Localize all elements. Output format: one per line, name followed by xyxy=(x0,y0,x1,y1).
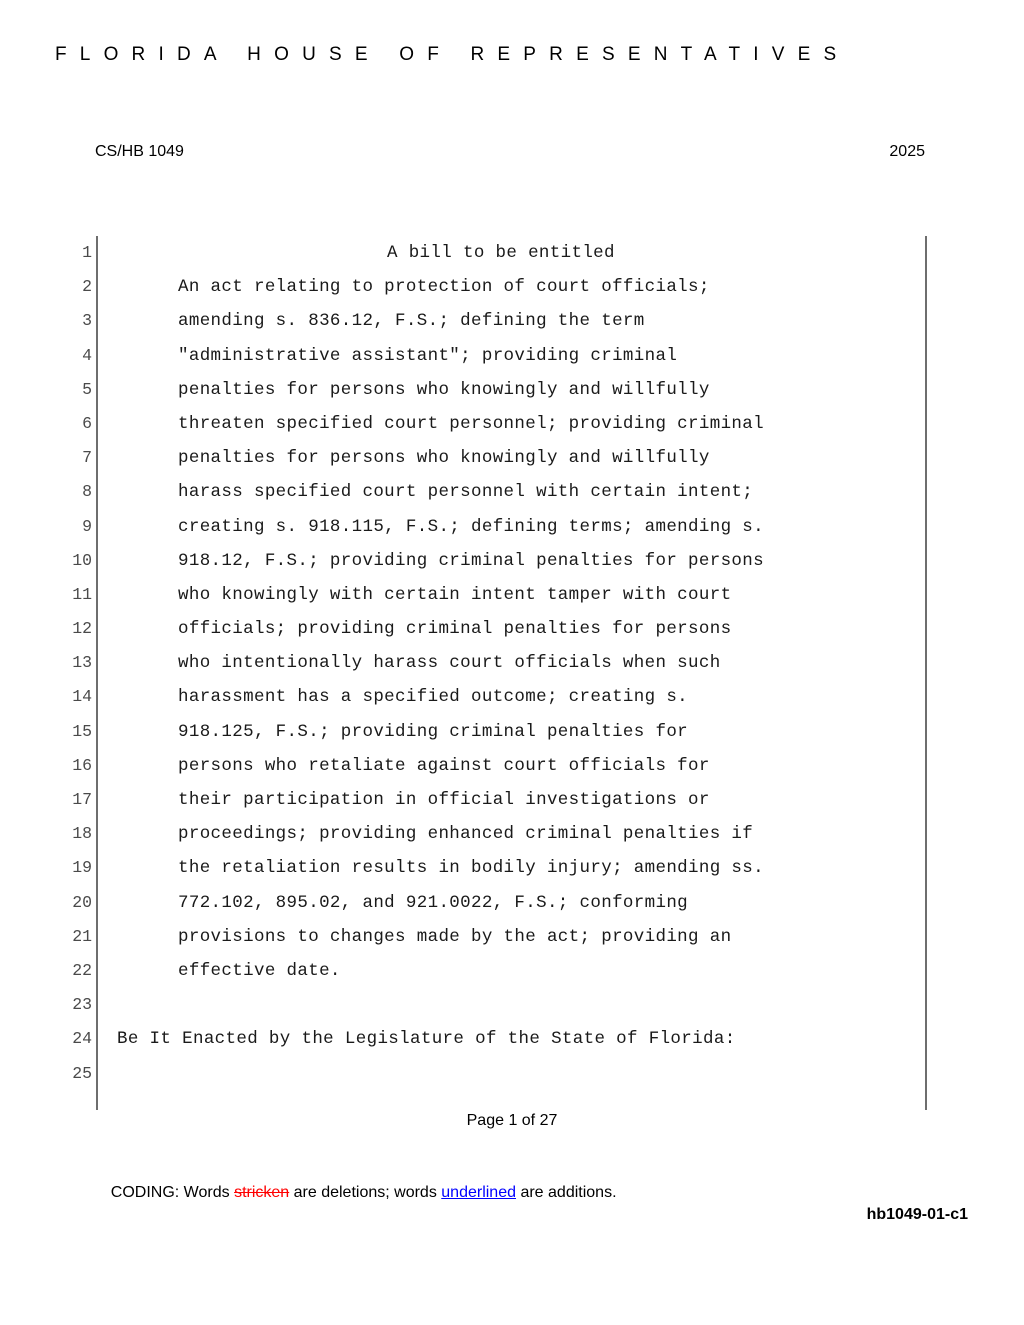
bill-meta-row xyxy=(95,143,925,161)
line-text: An act relating to protection of court officials; xyxy=(178,277,710,298)
line-number: 1 xyxy=(82,243,92,262)
coding-underlined-example: underlined xyxy=(441,1184,516,1201)
line-text: harassment has a specified outcome; creating s. xyxy=(178,687,689,708)
line-text: 918.12, F.S.; providing criminal penalties for persons xyxy=(178,550,764,571)
line-number: 20 xyxy=(72,892,92,912)
bill-line xyxy=(60,715,960,749)
line-text: threaten specified court personnel; providing criminal xyxy=(178,413,764,434)
line-text: officials; providing criminal penalties for persons xyxy=(178,619,732,640)
line-number: 13 xyxy=(72,653,92,673)
line-number: 17 xyxy=(72,790,92,809)
bill-line xyxy=(60,407,960,441)
line-text: proceedings; providing enhanced criminal penalties if xyxy=(178,824,754,845)
line-number: 16 xyxy=(72,755,92,775)
line-number: 9 xyxy=(82,516,92,536)
line-text: 918.125, F.S.; providing criminal penalties for xyxy=(178,721,689,742)
bill-line xyxy=(60,1057,960,1091)
bill-line xyxy=(60,236,960,270)
line-number: 25 xyxy=(72,1063,92,1083)
line-number: 19 xyxy=(72,858,92,878)
line-text: their participation in official investigations or xyxy=(178,790,710,810)
line-number: 23 xyxy=(72,995,92,1015)
bill-line xyxy=(60,680,960,714)
line-text: who knowingly with certain intent tamper with court xyxy=(178,584,732,605)
line-number: 3 xyxy=(82,311,92,331)
document-id: hb1049-01-c1 xyxy=(866,1206,968,1223)
bill-line xyxy=(60,817,960,851)
bill-line xyxy=(60,749,960,783)
bill-body xyxy=(60,236,960,1110)
bill-line xyxy=(60,954,960,988)
line-number: 21 xyxy=(72,926,92,946)
bill-line xyxy=(60,783,960,817)
bill-line xyxy=(60,339,960,373)
line-number: 5 xyxy=(82,379,92,399)
coding-stricken-example: stricken xyxy=(234,1184,290,1201)
chamber-header: FLORIDA HOUSE OF REPRESENTATIVES xyxy=(55,44,850,65)
bill-line xyxy=(60,544,960,578)
bill-line xyxy=(60,988,960,1022)
line-number: 7 xyxy=(82,448,92,468)
line-number: 11 xyxy=(72,584,92,604)
bill-line xyxy=(60,920,960,954)
bill-line xyxy=(60,510,960,544)
line-number: 10 xyxy=(72,550,92,570)
page-label: Page 1 of 27 xyxy=(466,1112,558,1129)
bill-year: 2025 xyxy=(889,143,925,160)
coding-note-prefix: CODING: Words xyxy=(110,1184,235,1201)
bill-line xyxy=(60,270,960,304)
line-text: 772.102, 895.02, and 921.0022, F.S.; conforming xyxy=(178,892,689,913)
line-text: who intentionally harass court officials when such xyxy=(178,653,721,674)
line-number: 6 xyxy=(82,413,92,433)
line-text: effective date. xyxy=(178,960,341,981)
bill-line xyxy=(60,441,960,475)
line-text: Be It Enacted by the Legislature of the State of Florida: xyxy=(117,1029,736,1050)
line-text: amending s. 836.12, F.S.; defining the term xyxy=(178,311,645,332)
line-number: 15 xyxy=(72,721,92,741)
bill-line xyxy=(60,475,960,509)
line-number: 4 xyxy=(82,345,92,365)
bill-line xyxy=(60,373,960,407)
line-text: persons who retaliate against court officials for xyxy=(178,755,710,776)
line-text: creating s. 918.115, F.S.; defining terms; amending s. xyxy=(178,516,764,537)
line-text: penalties for persons who knowingly and willfully xyxy=(178,448,710,469)
line-text: harass specified court personnel with certain intent; xyxy=(178,482,754,503)
bill-number: CS/HB 1049 xyxy=(95,143,184,160)
line-text: "administrative assistant"; providing criminal xyxy=(178,345,678,366)
bill-line xyxy=(60,851,960,885)
bill-line xyxy=(60,612,960,646)
bill-line-list xyxy=(60,236,960,1091)
line-number: 14 xyxy=(72,687,92,707)
bill-line xyxy=(60,304,960,338)
bill-line xyxy=(60,578,960,612)
bill-line xyxy=(60,1022,960,1056)
bill-line xyxy=(60,646,960,680)
line-number: 2 xyxy=(82,277,92,297)
bill-line xyxy=(60,886,960,920)
line-text: provisions to changes made by the act; providing an xyxy=(178,926,732,947)
coding-note-suffix: are additions. xyxy=(516,1184,617,1201)
line-number: 22 xyxy=(72,960,92,980)
line-number: 12 xyxy=(72,619,92,639)
line-text: penalties for persons who knowingly and willfully xyxy=(178,379,710,400)
line-number: 24 xyxy=(72,1029,92,1049)
line-text: the retaliation results in bodily injury; amending ss. xyxy=(178,858,764,879)
coding-note xyxy=(93,1166,617,1220)
line-number: 18 xyxy=(72,824,92,844)
coding-note-middle: are deletions; words xyxy=(289,1184,442,1201)
line-number: 8 xyxy=(82,482,92,502)
line-text: A bill to be entitled xyxy=(387,243,615,263)
